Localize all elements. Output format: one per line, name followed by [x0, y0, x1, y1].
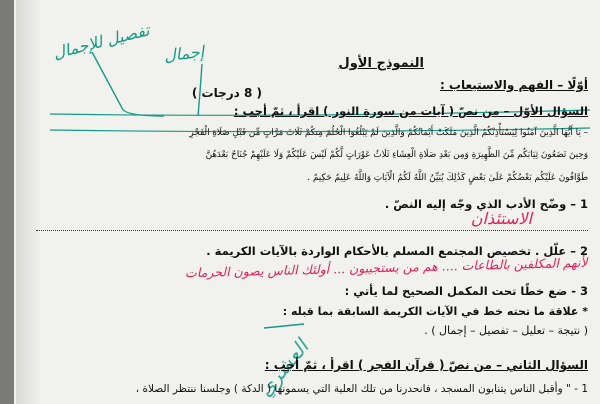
handwritten-answer-2: لأنهم المكلفين بالطاعات .... هم من يستجيبون ... أولئك الناس يصون الحرمات [185, 254, 589, 281]
question-item-1: 1 – وضّح الأدب الذي وجّه إليه النصّ . [384, 197, 588, 211]
grade-label: ( 8 درجات ) [191, 86, 262, 100]
question-item-3-options: ( نتيجة – تعليل – تفصيل – إجمال ) . [424, 324, 588, 337]
answer-line-1 [36, 230, 588, 231]
question-2-heading: السؤال الثاني – من نصّ ( قرآن الفجر ) اقرأ ، ثمّ أجب : [264, 358, 588, 372]
worksheet-page [14, 0, 600, 404]
verse-line-3: طَوَّافُونَ عَلَيْكُم بَعْضُكُمْ عَلَىٰ بَعْضٍ كَذَٰلِكَ يُبَيِّنُ اللَّهُ لَكُمُ الْآيَاتِ وَاللَّهُ عَلِيمٌ حَكِيمٌ . [307, 173, 588, 183]
verse-line-2: وَحِينَ تَضَعُونَ ثِيَابَكُم مِّنَ الظَّهِيرَةِ وَمِن بَعْدِ صَلَاةِ الْعِشَاءِ ثَلَاثُ عَوْرَاتٍ لَّكُمْ لَيْسَ عَلَيْكُمْ وَلَا عَلَيْهِمْ جُنَاحٌ بَعْدَهُنَّ [205, 150, 588, 160]
question-1-heading: السؤال الأوّل – من نصّ ( آيات من سورة النور ) اقرأ ، ثمّ أجب : [233, 104, 588, 118]
question-item-2: 2 – علّل . تخصيص المجتمع المسلم بالأحكام الواردة بالآيات الكريمة . [206, 244, 588, 258]
section-heading: أوّلًا – الفهم والاستيعاب : [439, 78, 588, 92]
handwritten-answer-1: الاستئذان [470, 209, 532, 228]
model-title: النموذج الأول [338, 56, 424, 71]
handwritten-watermark: العشري [252, 335, 314, 401]
question-2-line-1: 1 - " وأقبل الناس يتنابون المسجد ، فانحدرنا من تلك العلية التي يسمونها ( الدكة ) وجلسنا ننتظر الصلاة ، [135, 383, 588, 395]
verse-line-1: – يَا أَيُّهَا الَّذِينَ آمَنُوا لِيَسْتَأْذِنْكُمُ الَّذِينَ مَلَكَتْ أَيْمَانُكُمْ وَالَّذِينَ لَمْ يَبْلُغُوا الْحُلُمَ مِنكُمْ ثَلَاثَ مَرَّاتٍ مِّن قَبْلِ صَلَاةِ الْفَجْرِ [189, 128, 588, 138]
question-item-3: 3 - ضع خطًا تحت المكمل الصحيح لما يأتي : [344, 284, 588, 298]
question-item-3-prompt: * علاقة ما تحته خط في الآيات الكريمة السابقة بما قبله : [282, 305, 588, 318]
handwritten-note-summary: إجمال [163, 41, 205, 66]
handwritten-note-detail: تفصيل للإجمال [51, 20, 152, 63]
